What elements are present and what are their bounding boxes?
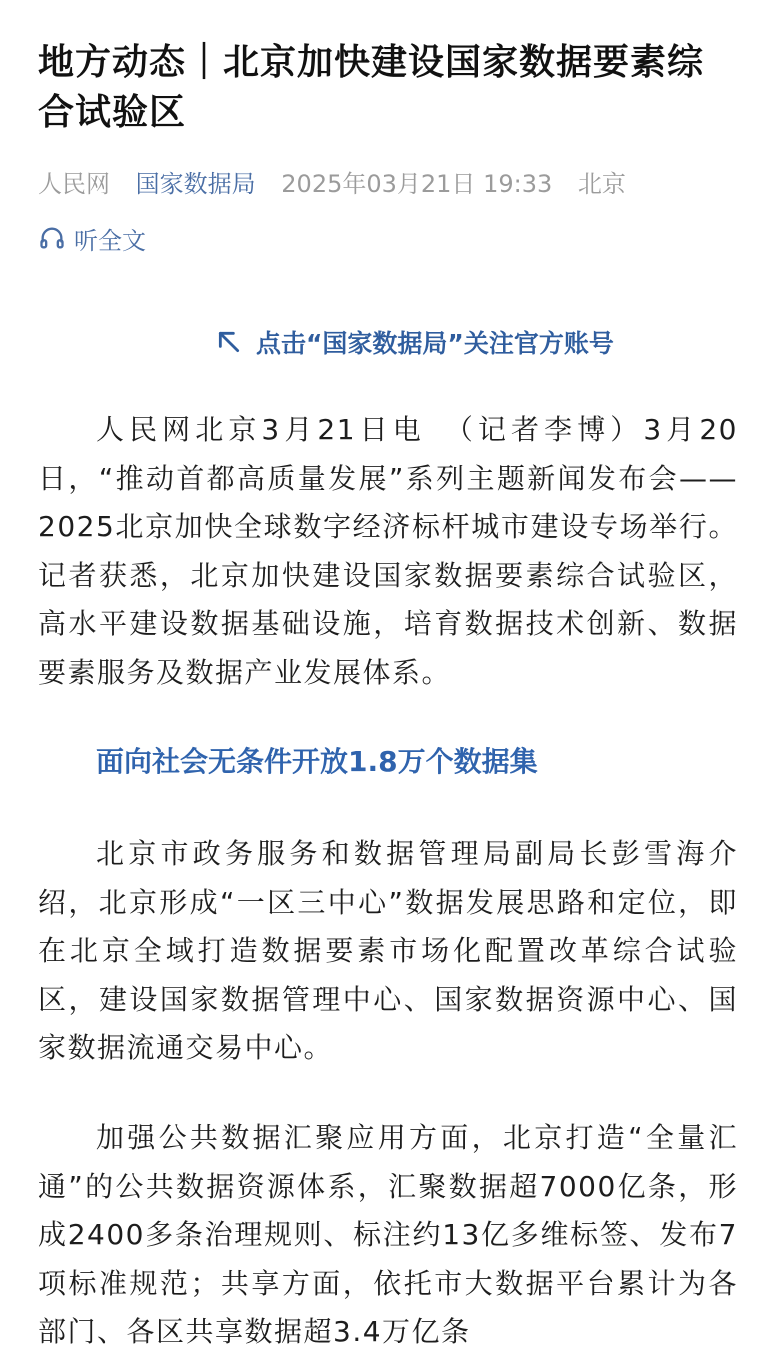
article-paragraph-1: 人民网北京3月21日电 （记者李博）3月20日，“推动首都高质量发展”系列主题新闻发布会——2025北京加快全球数字经济标杆城市建设专场举行。记者获悉，北京加快建设国家数据要素综合试验区，高水平建设数据基础设施，培育数据技术创新、数据要素服务及数据产业发展体系。 (38, 413, 738, 689)
publish-datetime: 2025年03月21日 19:33 (281, 170, 553, 198)
article-title: 地方动态｜北京加快建设国家数据要素综合试验区 (38, 42, 705, 133)
listen-label: 听全文 (74, 226, 146, 255)
article-paragraph-2: 北京市政务服务和数据管理局副局长彭雪海介绍，北京形成“一区三中心”数据发展思路和定位，即在北京全域打造数据要素市场化配置改革综合试验区，建设国家数据管理中心、国家数据资源中心、国家数据流通交易中心。 (38, 837, 738, 1064)
follow-official-account-link[interactable] (216, 322, 614, 362)
article-meta (38, 164, 738, 204)
arrow-up-left-icon (216, 329, 242, 355)
headphones-icon (38, 224, 66, 252)
publish-location: 北京 (577, 170, 626, 198)
follow-prompt: 点击“国家数据局”关注官方账号 (256, 329, 614, 358)
listen-full-text-button[interactable] (38, 220, 146, 256)
source-label: 人民网 (38, 170, 110, 198)
publisher-link[interactable]: 国家数据局 (135, 170, 256, 198)
article-paragraph-3: 加强公共数据汇聚应用方面，北京打造“全量汇通”的公共数据资源体系，汇聚数据超7000亿条，形成2400多条治理规则、标注约13亿多维标签、发布7项标准规范；共享方面，依托市大数据平台累计为各部门、各区共享数据超3.4万亿条 (38, 1121, 738, 1348)
section-heading: 面向社会无条件开放1.8万个数据集 (96, 745, 538, 778)
